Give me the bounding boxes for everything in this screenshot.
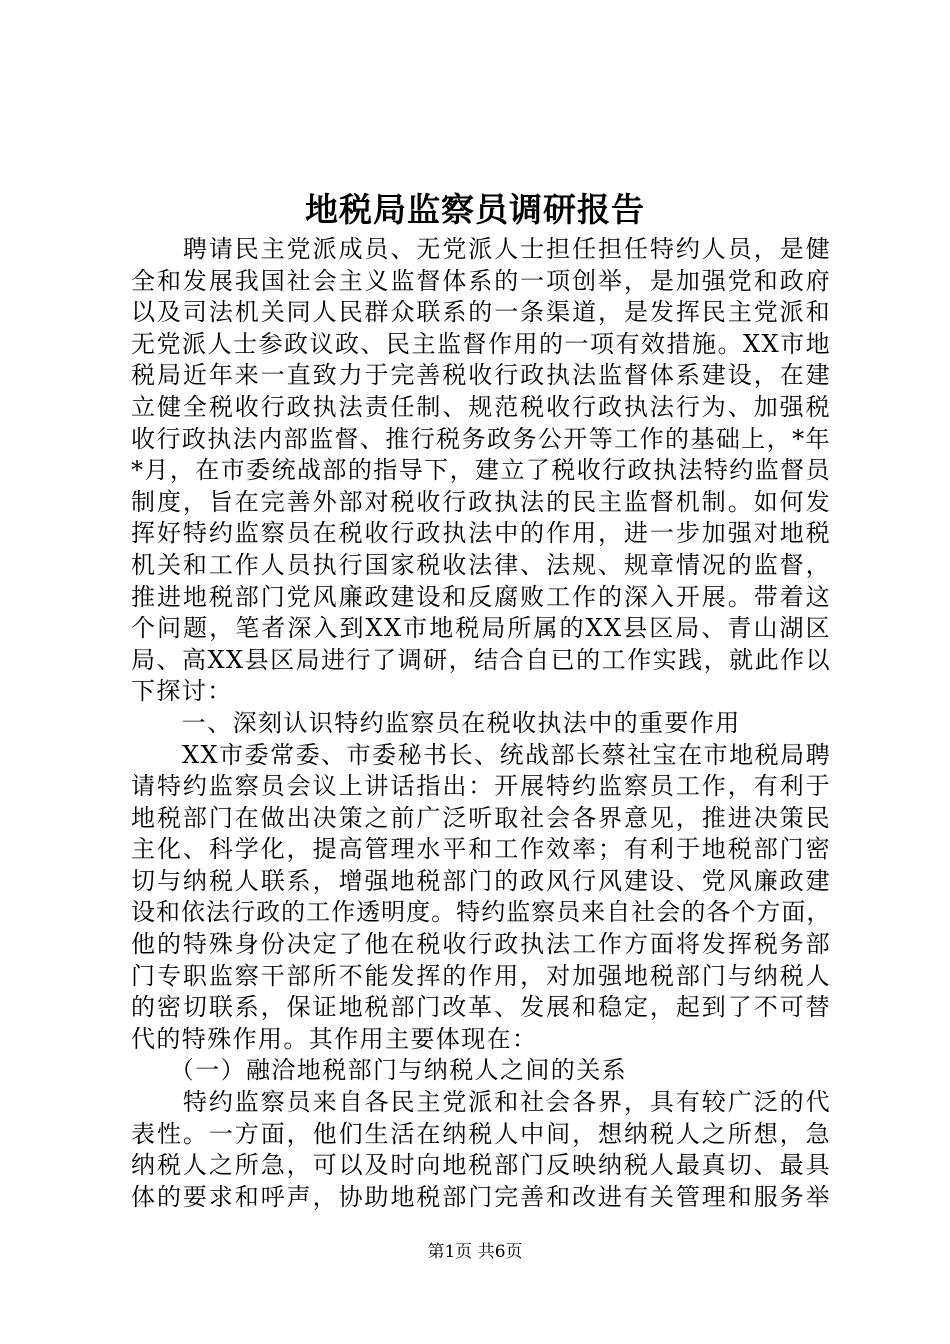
subsection-heading: （一）融洽地税部门与纳税人之间的关系 xyxy=(131,1056,627,1085)
body-line: 收行政执法内部监督、推行税务政务公开等工作的基础上，*年 xyxy=(131,424,831,453)
body-line: 表性。一方面，他们生活在纳税人中间，想纳税人之所想，急 xyxy=(131,1119,831,1148)
body-line: 无党派人士参政议政、民主监督作用的一项有效措施。XX市地 xyxy=(131,329,831,358)
section-heading: 一、深刻认识特约监察员在税收执法中的重要作用 xyxy=(131,708,741,737)
body-line: 主化、科学化，提高管理水平和工作效率；有利于地税部门密 xyxy=(131,835,831,864)
body-line: *月，在市委统战部的指导下，建立了税收行政执法特约监督员 xyxy=(131,456,831,485)
body-line: 推进地税部门党风廉政建设和反腐败工作的深入开展。带着这 xyxy=(131,582,831,611)
body-line: 特约监察员来自各民主党派和社会各界，具有较广泛的代 xyxy=(131,1088,831,1117)
body-line: 代的特殊作用。其作用主要体现在： xyxy=(131,1024,538,1053)
body-line: 体的要求和呼声，协助地税部门完善和改进有关管理和服务举 xyxy=(131,1182,831,1211)
body-line: 纳税人之所急，可以及时向地税部门反映纳税人最真切、最具 xyxy=(131,1151,831,1180)
body-line: 地税部门在做出决策之前广泛听取社会各界意见，推进决策民 xyxy=(131,803,831,832)
page-number: 第1页 共6页 xyxy=(427,1242,523,1262)
body-line: 机关和工作人员执行国家税收法律、法规、规章情况的监督， xyxy=(131,550,831,579)
body-line: 下探讨： xyxy=(131,677,233,706)
document-title: 地税局监察员调研报告 xyxy=(305,190,645,229)
body-line: 以及司法机关同人民群众联系的一条渠道，是发挥民主党派和 xyxy=(131,298,831,327)
body-line: 设和依法行政的工作透明度。特约监察员来自社会的各个方面， xyxy=(131,898,831,927)
body-line: 切与纳税人联系，增强地税部门的政风行风建设、党风廉政建 xyxy=(131,866,831,895)
body-line: 局、高XX县区局进行了调研，结合自已的工作实践，就此作以 xyxy=(131,645,831,674)
body-line: 个问题，笔者深入到XX市地税局所属的XX县区局、青山湖区 xyxy=(131,614,831,643)
body-line: 请特约监察员会议上讲话指出：开展特约监察员工作，有利于 xyxy=(131,772,831,801)
body-line: 挥好特约监察员在税收行政执法中的作用，进一步加强对地税 xyxy=(131,519,831,548)
body-line: 全和发展我国社会主义监督体系的一项创举，是加强党和政府 xyxy=(131,266,831,295)
body-line: 门专职监察干部所不能发挥的作用，对加强地税部门与纳税人 xyxy=(131,961,831,990)
document-body xyxy=(131,234,831,1213)
body-line: 立健全税收行政执法责任制、规范税收行政执法行为、加强税 xyxy=(131,392,831,421)
body-line: 聘请民主党派成员、无党派人士担任担任特约人员，是健 xyxy=(131,235,831,263)
body-line: 税局近年来一直致力于完善税收行政执法监督体系建设，在建 xyxy=(131,361,831,390)
body-line: XX市委常委、市委秘书长、统战部长蔡社宝在市地税局聘 xyxy=(131,740,831,769)
body-line: 他的特殊身份决定了他在税收行政执法工作方面将发挥税务部 xyxy=(131,930,831,959)
body-line: 的密切联系，保证地税部门改革、发展和稳定，起到了不可替 xyxy=(131,993,831,1022)
body-line: 制度，旨在完善外部对税收行政执法的民主监督机制。如何发 xyxy=(131,487,831,516)
